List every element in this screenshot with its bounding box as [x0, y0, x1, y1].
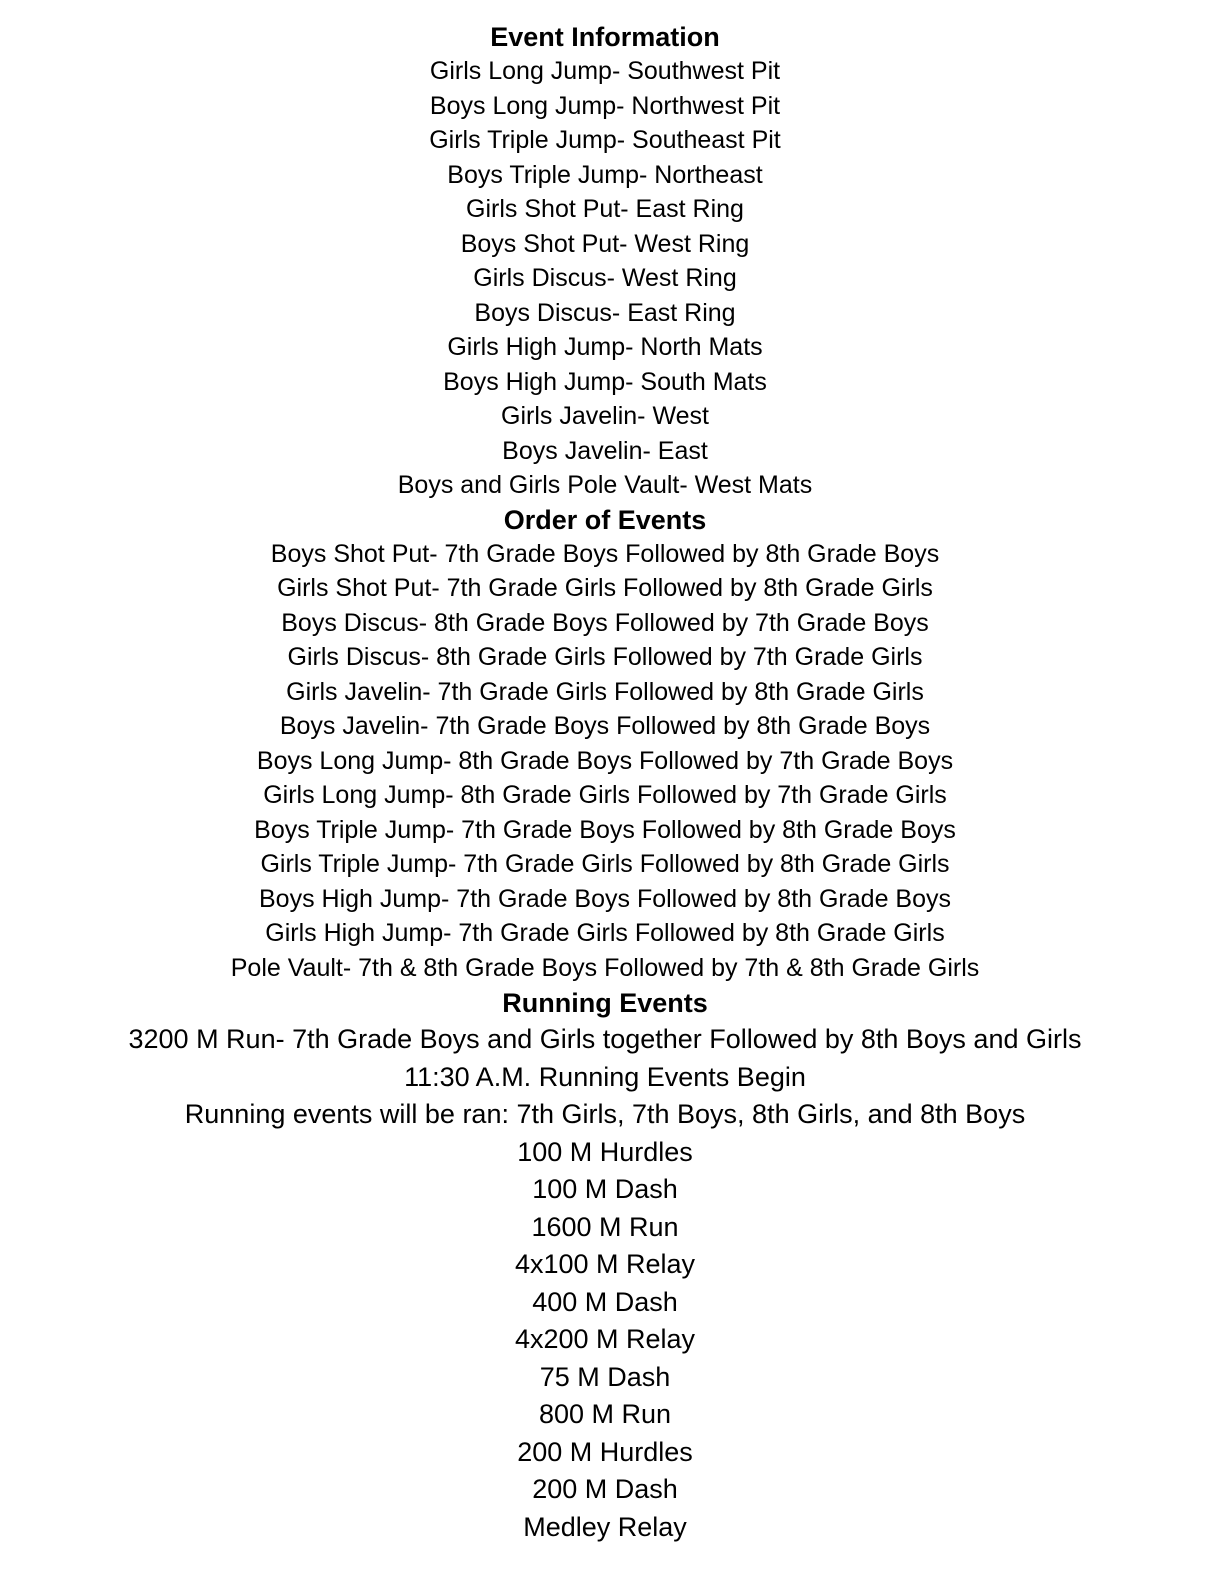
event-location-item: Boys Javelin- East	[502, 436, 708, 465]
event-order-item: Boys High Jump- 7th Grade Boys Followed by 8th Grade Boys	[259, 884, 951, 913]
running-event-item: 11:30 A.M. Running Events Begin	[404, 1061, 806, 1092]
event-order-item: Boys Shot Put- 7th Grade Boys Followed by 8th Grade Boys	[270, 539, 940, 568]
document-page	[0, 20, 1210, 1546]
order-of-events-list	[0, 537, 1210, 986]
event-location-item: Girls Triple Jump- Southeast Pit	[429, 126, 781, 154]
event-location-item: Boys High Jump- South Mats	[443, 367, 767, 396]
event-order-item: Girls Long Jump- 8th Grade Girls Followed by 7th Grade Girls	[263, 781, 947, 809]
running-event-item: Medley Relay	[523, 1511, 687, 1542]
event-location-item: Girls Discus- West Ring	[473, 264, 737, 292]
event-information-heading: Event Information	[490, 22, 720, 52]
event-order-item: Boys Triple Jump- 7th Grade Boys Followed by 8th Grade Boys	[254, 815, 956, 844]
running-event-item: 800 M Run	[538, 1399, 672, 1429]
event-location-item: Boys Shot Put- West Ring	[460, 229, 750, 258]
event-location-item: Boys Long Jump- Northwest Pit	[429, 91, 781, 120]
event-location-item: Boys Discus- East Ring	[474, 298, 736, 327]
running-event-item: 4x100 M Relay	[514, 1249, 696, 1279]
running-event-item: 200 M Hurdles	[517, 1436, 693, 1467]
event-location-item: Girls Javelin- West	[501, 402, 709, 430]
event-information-list	[0, 54, 1210, 503]
order-of-events-heading: Order of Events	[503, 504, 707, 535]
event-location-item: Boys Triple Jump- Northeast	[447, 160, 763, 189]
event-location-item: Girls Shot Put- East Ring	[466, 195, 744, 223]
event-order-item: Boys Long Jump- 8th Grade Boys Followed by 7th Grade Boys	[256, 746, 954, 775]
event-order-item: Boys Javelin- 7th Grade Boys Followed by 8th Grade Boys	[279, 712, 931, 740]
running-event-item: 4x200 M Relay	[514, 1324, 696, 1354]
running-events-heading: Running Events	[502, 988, 708, 1018]
event-order-item: Pole Vault- 7th & 8th Grade Boys Followed by 7th & 8th Grade Girls	[230, 953, 980, 982]
running-event-item: 3200 M Run- 7th Grade Boys and Girls together Followed by 8th Boys and Girls	[128, 1024, 1082, 1054]
running-event-item: 1600 M Run	[531, 1211, 679, 1242]
event-order-item: Girls Triple Jump- 7th Grade Girls Followed by 8th Grade Girls	[260, 850, 950, 878]
event-order-item: Girls Shot Put- 7th Grade Girls Followed by 8th Grade Girls	[277, 574, 933, 602]
event-order-item: Girls Discus- 8th Grade Girls Followed by 7th Grade Girls	[287, 643, 923, 671]
event-order-item: Girls Javelin- 7th Grade Girls Followed by 8th Grade Girls	[286, 677, 924, 706]
running-event-item: Running events will be ran: 7th Girls, 7th Boys, 8th Girls, and 8th Boys	[184, 1099, 1026, 1129]
event-location-item: Girls High Jump- North Mats	[447, 333, 763, 361]
running-event-item: 75 M Dash	[539, 1361, 671, 1392]
event-location-item: Boys and Girls Pole Vault- West Mats	[397, 471, 813, 499]
event-location-item: Girls Long Jump- Southwest Pit	[429, 57, 781, 85]
event-order-item: Girls High Jump- 7th Grade Girls Followed by 8th Grade Girls	[265, 919, 945, 947]
running-event-item: 200 M Dash	[532, 1474, 678, 1504]
running-event-item: 400 M Dash	[532, 1286, 678, 1317]
event-order-item: Boys Discus- 8th Grade Boys Followed by 7th Grade Boys	[281, 608, 929, 637]
running-events-list	[0, 1021, 1210, 1546]
running-event-item: 100 M Dash	[532, 1174, 678, 1204]
running-event-item: 100 M Hurdles	[517, 1136, 693, 1167]
